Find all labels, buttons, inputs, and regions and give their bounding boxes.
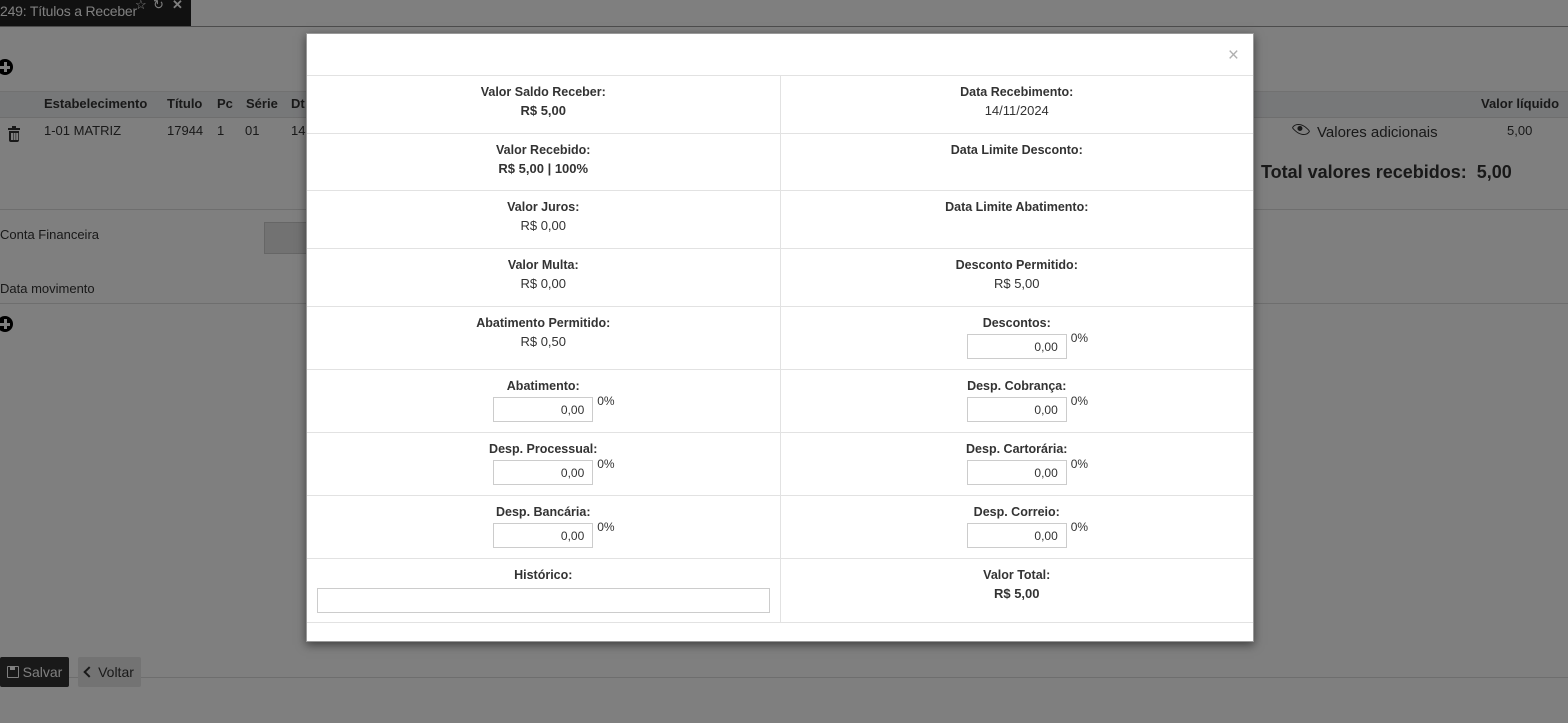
field-label: Valor Recebido:	[496, 143, 591, 157]
modal-grid-bottom	[307, 622, 1253, 623]
field-label: Data Recebimento:	[960, 85, 1074, 99]
modal-row	[307, 248, 1253, 306]
field-value: R$ 0,50	[520, 334, 567, 349]
field-label: Descontos:	[982, 316, 1051, 330]
field-label: Desp. Cobrança:	[967, 379, 1067, 393]
valor-multa	[307, 249, 780, 306]
desp-processual-input[interactable]	[493, 460, 593, 485]
descontos-input[interactable]	[967, 334, 1067, 359]
descontos	[780, 307, 1254, 369]
field-label: Desp. Bancária:	[496, 505, 591, 519]
field-value: R$ 5,00	[993, 276, 1040, 291]
field-value: R$ 5,00	[993, 586, 1040, 601]
field-value: R$ 5,00	[520, 103, 567, 118]
field-label: Abatimento:	[506, 379, 580, 393]
desp-processual	[307, 433, 780, 495]
modal-row	[307, 75, 1253, 133]
modal-row	[307, 432, 1253, 495]
desconto-permitido	[780, 249, 1254, 306]
desp-bancaria	[307, 496, 780, 558]
field-label: Desconto Permitido:	[955, 258, 1078, 272]
field-label: Valor Total:	[983, 568, 1051, 582]
modal-row	[307, 133, 1253, 190]
field-label: Desp. Cartorária:	[966, 442, 1068, 456]
field-label: Desp. Correio:	[973, 505, 1060, 519]
modal-close-icon[interactable]: ×	[1227, 45, 1239, 66]
valor-saldo-receber	[307, 76, 780, 133]
field-value: 14/11/2024	[984, 103, 1049, 118]
modal-grid	[307, 75, 1253, 623]
desp-cobranca-input[interactable]	[967, 397, 1067, 422]
percent-label: 0%	[1070, 457, 1089, 471]
field-label: Abatimento Permitido:	[476, 316, 611, 330]
field-value: R$ 0,00	[520, 276, 567, 291]
modal-row	[307, 495, 1253, 558]
valor-juros	[307, 191, 780, 248]
modal-row	[307, 190, 1253, 248]
desp-correio	[780, 496, 1254, 558]
field-value: R$ 5,00 | 100%	[498, 161, 589, 176]
field-label: Histórico:	[514, 568, 573, 582]
data-limite-desconto	[780, 134, 1254, 190]
percent-label: 0%	[1070, 331, 1089, 345]
field-label: Valor Saldo Receber:	[480, 85, 606, 99]
historico	[307, 559, 780, 622]
percent-label: 0%	[597, 394, 615, 408]
desp-correio-input[interactable]	[967, 523, 1067, 548]
abatimento-permitido	[307, 307, 780, 369]
desp-cartoraria-input[interactable]	[967, 460, 1067, 485]
valores-modal	[306, 33, 1254, 642]
data-limite-abatimento	[780, 191, 1254, 248]
percent-label: 0%	[597, 457, 615, 471]
desp-cobranca	[780, 370, 1254, 432]
modal-row	[307, 558, 1253, 622]
field-label: Valor Juros:	[507, 200, 580, 214]
percent-label: 0%	[1070, 394, 1089, 408]
percent-label: 0%	[597, 520, 615, 534]
field-label: Data Limite Abatimento:	[945, 200, 1089, 214]
field-label: Valor Multa:	[507, 258, 579, 272]
field-value: R$ 0,00	[520, 218, 567, 233]
desp-bancaria-input[interactable]	[493, 523, 593, 548]
percent-label: 0%	[1070, 520, 1089, 534]
field-label: Data Limite Desconto:	[950, 143, 1083, 157]
historico-input[interactable]	[317, 588, 770, 613]
desp-cartoraria	[780, 433, 1254, 495]
modal-row	[307, 369, 1253, 432]
modal-row	[307, 306, 1253, 369]
abatimento-input[interactable]	[493, 397, 593, 422]
data-recebimento	[780, 76, 1254, 133]
abatimento	[307, 370, 780, 432]
valor-recebido	[307, 134, 780, 190]
valor-total	[780, 559, 1254, 622]
field-label: Desp. Processual:	[489, 442, 598, 456]
